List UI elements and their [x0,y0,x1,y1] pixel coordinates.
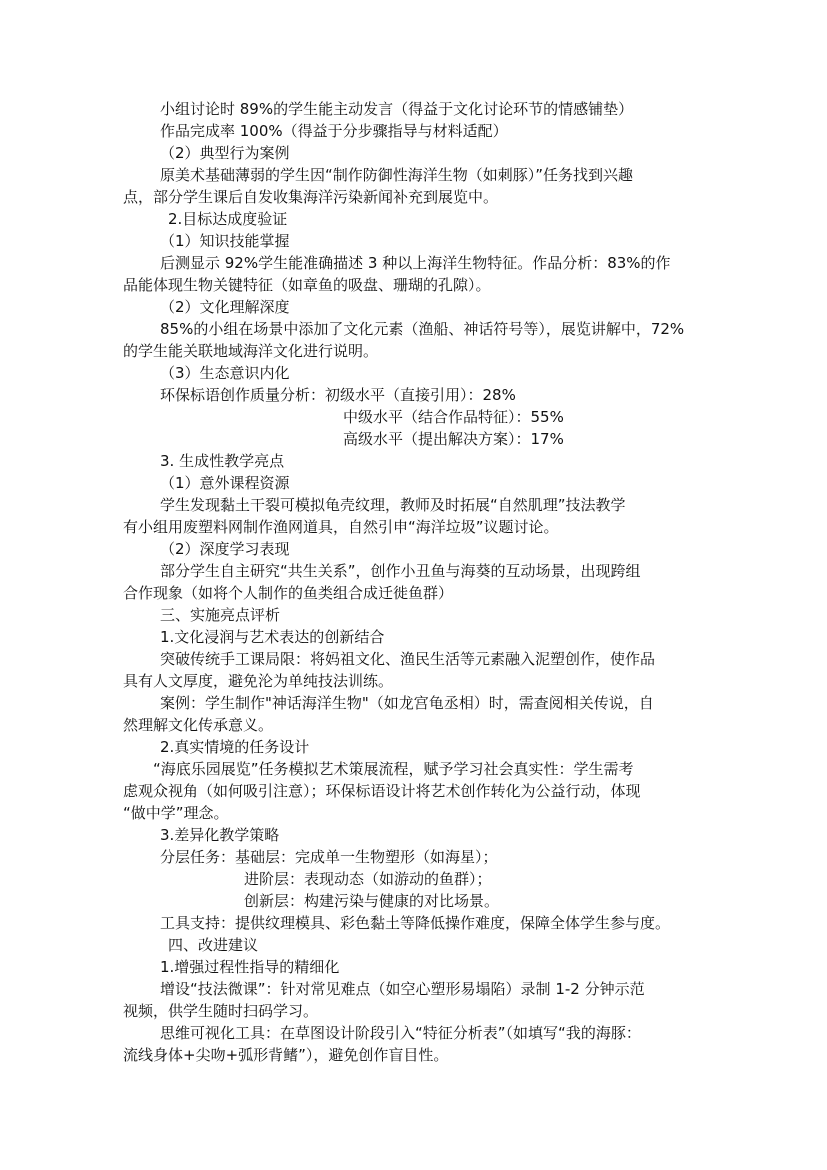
text-line: 原美术基础薄弱的学生因“制作防御性海洋生物（如刺豚）”任务找到兴趣 [160,166,634,184]
text-line: 小组讨论时 89%的学生能主动发言（得益于文化讨论环节的情感铺垫） [160,100,634,118]
text-line: 合作现象（如将个人制作的鱼类组合成迁徙鱼群） [123,584,454,602]
text-line: 具有人文厚度，避免沦为单纯技法训练。 [123,672,394,690]
text-line: 视频，供学生随时扫码学习。 [123,1002,319,1020]
text-line: 进阶层：表现动态（如游动的鱼群）； [244,870,492,888]
section-heading: （2）典型行为案例 [160,144,290,162]
text-line: 工具支持：提供纹理模具、彩色黏土等降低操作难度，保障全体学生参与度。 [160,914,671,932]
text-line: 分层任务：基础层：完成单一生物塑形（如海星）； [160,848,498,866]
text-line: 案例：学生制作"神话海洋生物"（如龙宫龟丞相）时，需查阅相关传说，自 [160,694,654,712]
text-line: 然理解文化传承意义。 [123,716,274,734]
section-heading: 2.真实情境的任务设计 [160,738,310,756]
section-heading: （2）文化理解深度 [160,298,290,316]
text-line: “做中学”理念。 [123,804,229,822]
text-line: 增设“技法微课”：针对常见难点（如空心塑形易塌陷）录制 1-2 分钟示范 [160,980,645,998]
section-heading: 3. 生成性教学亮点 [160,452,285,470]
text-line: 创新层：构建污染与健康的对比场景。 [244,892,500,910]
text-line: 环保标语创作质量分析：初级水平（直接引用）：28% [160,386,516,404]
section-heading: （1）意外课程资源 [160,474,290,492]
text-line: 作品完成率 100%（得益于分步骤指导与材料适配） [160,122,508,140]
section-heading: （3）生态意识内化 [160,364,290,382]
section-heading: 1.增强过程性指导的精细化 [160,958,340,976]
text-line: 流线身体+尖吻+弧形背鳍”），避免创作盲目性。 [123,1046,449,1064]
text-line: 部分学生自主研究“共生关系”，创作小丑鱼与海葵的互动场景，出现跨组 [160,562,641,580]
text-line: “海底乐园展览”任务模拟艺术策展流程，赋予学习社会真实性：学生需考 [153,760,634,778]
section-heading: 四、改进建议 [168,936,259,954]
text-line: 思维可视化工具：在草图设计阶段引入“特征分析表”（如填写“我的海豚： [160,1024,641,1042]
text-line: 中级水平（结合作品特征）：55% [343,408,564,426]
text-line: 品能体现生物关键特征（如章鱼的吸盘、珊瑚的孔隙）。 [123,276,491,294]
section-heading: 3.差异化教学策略 [160,826,280,844]
section-heading: （2）深度学习表现 [160,540,290,558]
text-line: 点，部分学生课后自发收集海洋污染新闻补充到展览中。 [123,188,499,206]
section-heading: 1.文化浸润与艺术表达的创新结合 [160,628,385,646]
text-line: 突破传统手工课局限：将妈祖文化、渔民生活等元素融入泥塑创作，使作品 [160,650,656,668]
text-line: 学生发现黏土干裂可模拟龟壳纹理，教师及时拓展“自然肌理”技法教学 [160,496,626,514]
text-line: 高级水平（提出解决方案）：17% [343,430,564,448]
text-line: 的学生能关联地域海洋文化进行说明。 [123,342,379,360]
section-heading: 2.目标达成度验证 [168,210,288,228]
text-line: 85%的小组在场景中添加了文化元素（渔船、神话符号等），展览讲解中，72% [160,320,685,338]
text-line: 有小组用废塑料网制作渔网道具，自然引申“海洋垃圾”议题讨论。 [123,518,559,536]
text-line: 虑观众视角（如何吸引注意）；环保标语设计将艺术创作转化为公益行动，体现 [123,782,641,800]
section-heading: 三、实施亮点评析 [160,606,281,624]
section-heading: （1）知识技能掌握 [160,232,290,250]
text-line: 后测显示 92%学生能准确描述 3 种以上海洋生物特征。作品分析：83%的作 [160,254,671,272]
